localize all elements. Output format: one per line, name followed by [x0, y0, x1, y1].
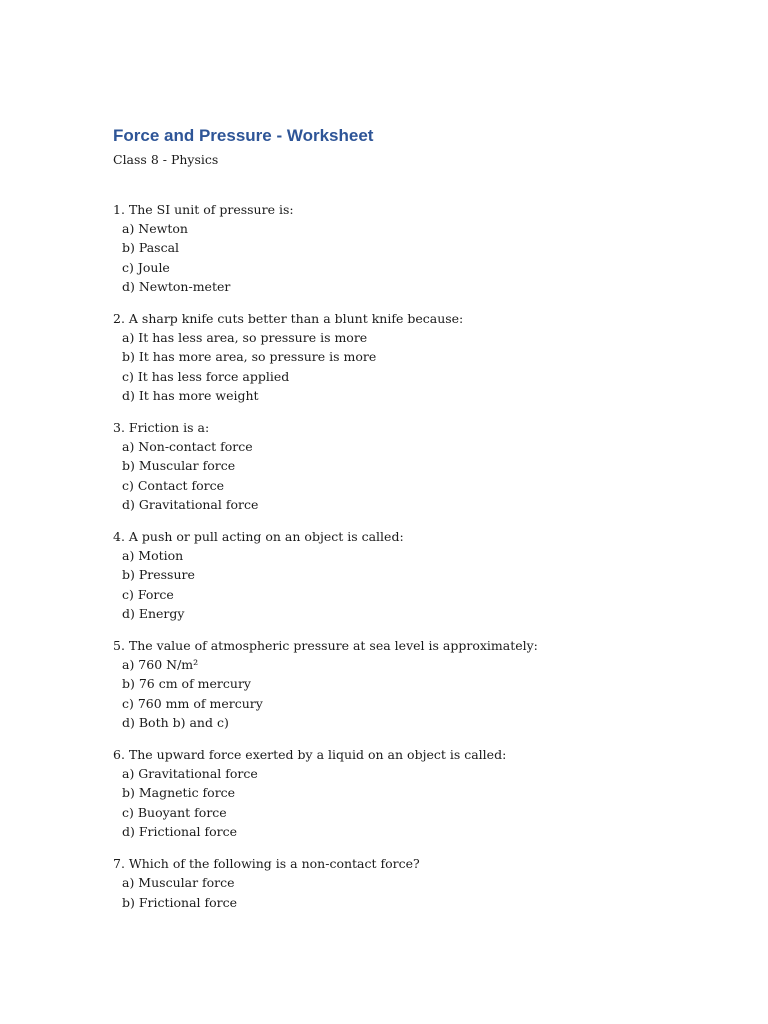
option-b: b) Pascal [122, 240, 180, 256]
question-text: 7. Which of the following is a non-contact force? [113, 856, 420, 872]
option-a: a) Motion [122, 548, 184, 564]
question-7 [113, 854, 713, 912]
option-c: c) Buoyant force [122, 804, 227, 820]
option-c: c) It has less force applied [122, 368, 290, 384]
question-5 [113, 636, 713, 732]
option-d: d) Newton-meter [122, 278, 231, 294]
option-a: a) 760 N/m² [122, 657, 199, 673]
question-text: 4. A push or pull acting on an object is called: [113, 529, 404, 545]
option-a: a) Gravitational force [122, 766, 258, 782]
option-c: c) Contact force [122, 477, 224, 493]
question-text: 1. The SI unit of pressure is: [113, 202, 294, 217]
question-text: 3. Friction is a: [113, 420, 210, 436]
question-text: 2. A sharp knife cuts better than a blunt knife because: [113, 311, 464, 327]
option-b: b) Muscular force [122, 458, 236, 474]
question-list [113, 200, 713, 912]
option-a: a) It has less area, so pressure is more [122, 330, 368, 346]
option-c: c) Force [122, 586, 174, 602]
option-d: d) Energy [122, 605, 185, 621]
question-3 [113, 418, 713, 514]
option-b: b) Frictional force [122, 894, 238, 910]
option-c: c) 760 mm of mercury [122, 695, 263, 711]
option-b: b) It has more area, so pressure is more [122, 349, 377, 365]
question-text: 6. The upward force exerted by a liquid on an object is called: [113, 747, 507, 763]
option-b: b) Pressure [122, 567, 195, 583]
question-4 [113, 527, 713, 623]
question-6 [113, 745, 713, 841]
option-d: d) It has more weight [122, 387, 259, 403]
page-title: Force and Pressure - Worksheet [113, 126, 374, 145]
option-b: b) Magnetic force [122, 785, 236, 801]
option-a: a) Newton [122, 221, 188, 237]
worksheet-page [113, 124, 713, 925]
option-a: a) Muscular force [122, 875, 235, 891]
question-text: 5. The value of atmospheric pressure at sea level is approximately: [113, 638, 538, 654]
question-1 [113, 200, 713, 296]
option-d: d) Gravitational force [122, 496, 259, 512]
option-a: a) Non-contact force [122, 439, 253, 455]
option-d: d) Frictional force [122, 823, 238, 839]
option-d: d) Both b) and c) [122, 714, 229, 730]
option-b: b) 76 cm of mercury [122, 676, 251, 692]
option-c: c) Joule [122, 259, 170, 275]
question-2 [113, 309, 713, 405]
page-subtitle: Class 8 - Physics [113, 152, 219, 167]
